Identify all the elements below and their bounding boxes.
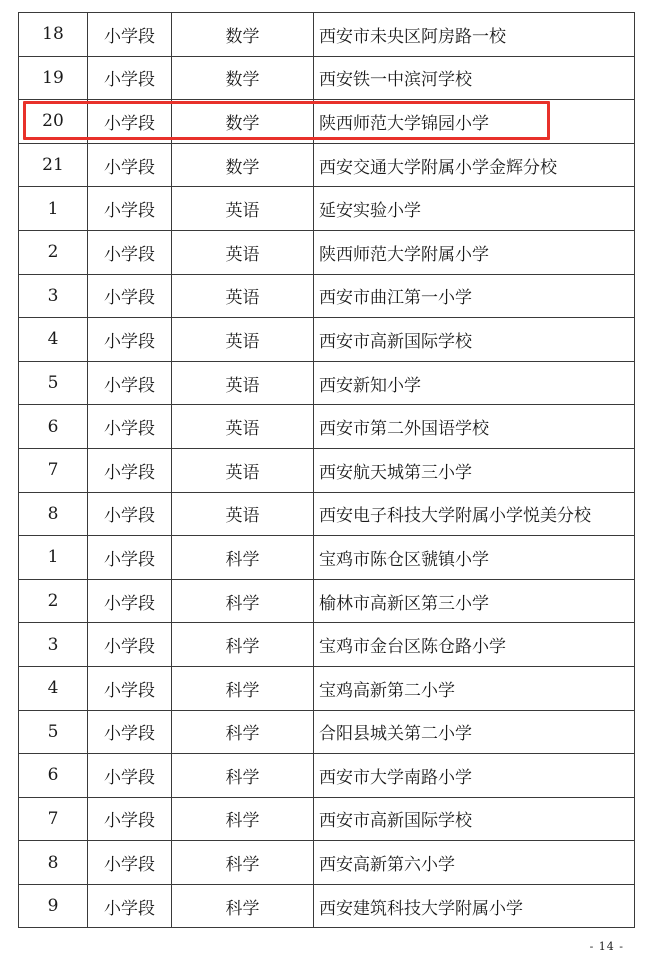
table-row (19, 536, 635, 580)
subject-cell: 数学 (172, 100, 314, 144)
row-number-cell: 6 (19, 405, 88, 449)
school-name-cell: 西安电子科技大学附属小学悦美分校 (314, 492, 635, 536)
school-name-cell: 西安市未央区阿房路一校 (314, 13, 635, 57)
school-level-cell: 小学段 (88, 492, 172, 536)
school-level-cell: 小学段 (88, 274, 172, 318)
row-number-cell: 4 (19, 318, 88, 362)
school-level-cell: 小学段 (88, 579, 172, 623)
school-name-cell: 西安铁一中滨河学校 (314, 56, 635, 100)
row-number-cell: 6 (19, 754, 88, 798)
school-level-cell: 小学段 (88, 187, 172, 231)
school-level-cell: 小学段 (88, 143, 172, 187)
school-list-body (19, 13, 635, 928)
school-name-cell: 西安市曲江第一小学 (314, 274, 635, 318)
table-row (19, 56, 635, 100)
row-number-cell: 8 (19, 841, 88, 885)
row-number-cell: 7 (19, 448, 88, 492)
table-row (19, 754, 635, 798)
table-row (19, 361, 635, 405)
table-row (19, 884, 635, 928)
table-row (19, 623, 635, 667)
row-number-cell: 21 (19, 143, 88, 187)
school-level-cell: 小学段 (88, 56, 172, 100)
row-number-cell: 8 (19, 492, 88, 536)
subject-cell: 科学 (172, 579, 314, 623)
subject-cell: 科学 (172, 710, 314, 754)
subject-cell: 英语 (172, 448, 314, 492)
school-level-cell: 小学段 (88, 666, 172, 710)
table-row (19, 405, 635, 449)
school-level-cell: 小学段 (88, 405, 172, 449)
table-row (19, 230, 635, 274)
school-level-cell: 小学段 (88, 361, 172, 405)
subject-cell: 英语 (172, 405, 314, 449)
subject-cell: 科学 (172, 754, 314, 798)
highlight-box (23, 101, 550, 140)
subject-cell: 数学 (172, 13, 314, 57)
school-name-cell: 西安新知小学 (314, 361, 635, 405)
school-list-table (18, 12, 635, 928)
table-row (19, 492, 635, 536)
row-number-cell: 3 (19, 623, 88, 667)
row-number-cell: 2 (19, 579, 88, 623)
subject-cell: 数学 (172, 56, 314, 100)
table-row (19, 187, 635, 231)
school-name-cell: 宝鸡高新第二小学 (314, 666, 635, 710)
school-level-cell: 小学段 (88, 100, 172, 144)
school-name-cell: 陕西师范大学附属小学 (314, 230, 635, 274)
subject-cell: 英语 (172, 361, 314, 405)
school-level-cell: 小学段 (88, 797, 172, 841)
subject-cell: 科学 (172, 666, 314, 710)
subject-cell: 科学 (172, 884, 314, 928)
subject-cell: 英语 (172, 274, 314, 318)
school-name-cell: 西安市高新国际学校 (314, 318, 635, 362)
school-level-cell: 小学段 (88, 841, 172, 885)
school-name-cell: 陕西师范大学锦园小学 (314, 100, 635, 144)
school-level-cell: 小学段 (88, 884, 172, 928)
table-row (19, 318, 635, 362)
row-number-cell: 20 (19, 100, 88, 144)
table-row (19, 797, 635, 841)
school-name-cell: 榆林市高新区第三小学 (314, 579, 635, 623)
table-row (19, 143, 635, 187)
row-number-cell: 18 (19, 13, 88, 57)
subject-cell: 英语 (172, 187, 314, 231)
subject-cell: 科学 (172, 841, 314, 885)
school-name-cell: 宝鸡市陈仓区虢镇小学 (314, 536, 635, 580)
school-level-cell: 小学段 (88, 318, 172, 362)
school-name-cell: 西安高新第六小学 (314, 841, 635, 885)
school-level-cell: 小学段 (88, 230, 172, 274)
school-level-cell: 小学段 (88, 754, 172, 798)
subject-cell: 科学 (172, 536, 314, 580)
row-number-cell: 7 (19, 797, 88, 841)
subject-cell: 英语 (172, 492, 314, 536)
row-number-cell: 4 (19, 666, 88, 710)
row-number-cell: 3 (19, 274, 88, 318)
subject-cell: 数学 (172, 143, 314, 187)
row-number-cell: 5 (19, 361, 88, 405)
school-level-cell: 小学段 (88, 623, 172, 667)
table-row (19, 274, 635, 318)
row-number-cell: 9 (19, 884, 88, 928)
school-name-cell: 宝鸡市金台区陈仓路小学 (314, 623, 635, 667)
table-row (19, 666, 635, 710)
school-name-cell: 西安市大学南路小学 (314, 754, 635, 798)
subject-cell: 英语 (172, 230, 314, 274)
school-name-cell: 西安市高新国际学校 (314, 797, 635, 841)
table-row (19, 710, 635, 754)
table-row (19, 448, 635, 492)
school-name-cell: 西安航天城第三小学 (314, 448, 635, 492)
school-name-cell: 合阳县城关第二小学 (314, 710, 635, 754)
page-number: - 14 - (589, 940, 624, 953)
school-level-cell: 小学段 (88, 710, 172, 754)
table-row (19, 13, 635, 57)
school-name-cell: 延安实验小学 (314, 187, 635, 231)
school-name-cell: 西安交通大学附属小学金辉分校 (314, 143, 635, 187)
school-name-cell: 西安市第二外国语学校 (314, 405, 635, 449)
subject-cell: 英语 (172, 318, 314, 362)
school-level-cell: 小学段 (88, 448, 172, 492)
row-number-cell: 1 (19, 536, 88, 580)
subject-cell: 科学 (172, 797, 314, 841)
table-row (19, 579, 635, 623)
subject-cell: 科学 (172, 623, 314, 667)
table-row (19, 841, 635, 885)
row-number-cell: 2 (19, 230, 88, 274)
school-level-cell: 小学段 (88, 536, 172, 580)
school-name-cell: 西安建筑科技大学附属小学 (314, 884, 635, 928)
row-number-cell: 19 (19, 56, 88, 100)
school-level-cell: 小学段 (88, 13, 172, 57)
row-number-cell: 5 (19, 710, 88, 754)
row-number-cell: 1 (19, 187, 88, 231)
